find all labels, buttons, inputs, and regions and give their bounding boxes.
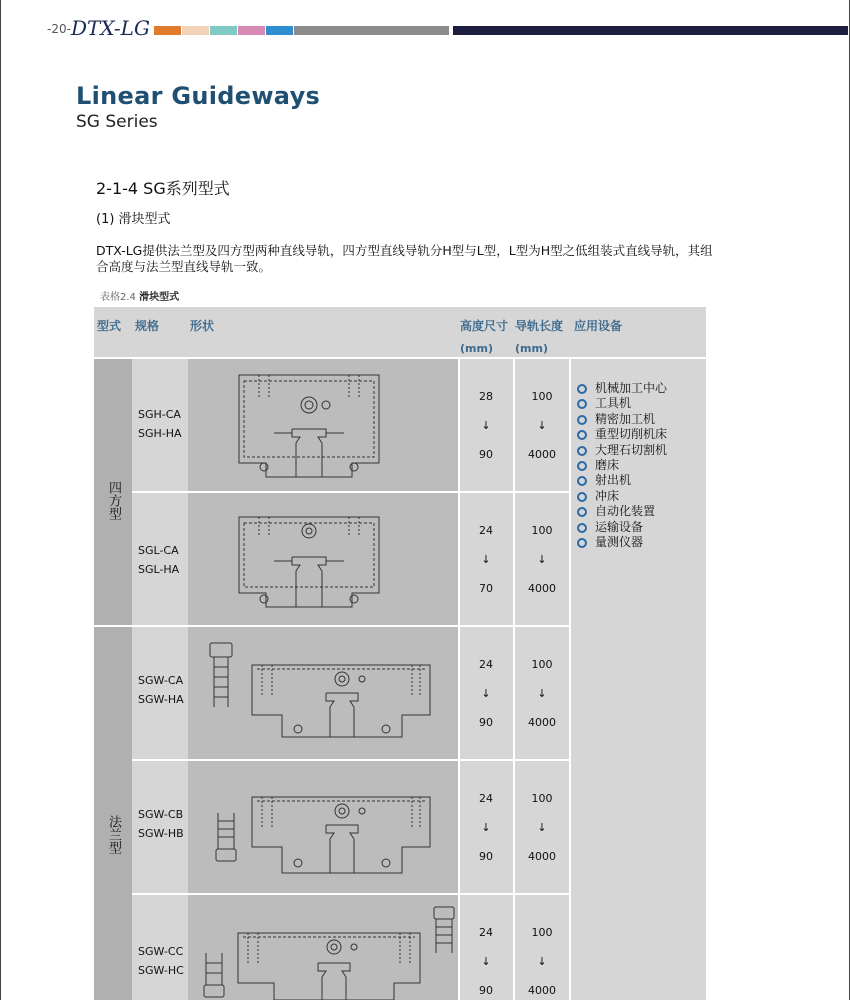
brand-logo: DTX-LG [71, 16, 150, 40]
model-name: SGW-HC [138, 964, 184, 977]
bullet-circle-icon [577, 399, 587, 409]
page-subtitle: SG Series [76, 112, 158, 132]
model-name: SGH-CA [138, 408, 181, 421]
header-length: 导轨长度 [515, 319, 564, 333]
model-name: SGL-CA [138, 544, 179, 557]
application-list [577, 381, 667, 550]
length-arrow: ↓ [537, 419, 547, 432]
length-max: 4000 [528, 582, 556, 595]
height-arrow: ↓ [481, 687, 491, 700]
application-item: 机械加工中心 [577, 381, 667, 396]
table-divider-row4 [132, 893, 569, 895]
model-name: SGW-HB [138, 827, 184, 840]
height-max: 90 [479, 850, 493, 863]
model-name: SGW-CC [138, 945, 184, 958]
length-min: 100 [531, 926, 553, 939]
application-item: 冲床 [577, 489, 667, 504]
model-name: SGH-HA [138, 427, 182, 440]
column-divider-application [569, 359, 571, 1000]
table-caption-title: 滑块型式 [139, 292, 180, 303]
page-border-left [0, 0, 1, 1000]
bullet-circle-icon [577, 492, 587, 502]
header-height-unit: (mm) [460, 342, 493, 355]
bullet-circle-icon [577, 446, 587, 456]
length-min: 100 [531, 658, 553, 671]
height-min: 24 [479, 926, 493, 939]
sgw-ca-block-drawing [202, 637, 442, 752]
height-max: 90 [479, 448, 493, 461]
color-bar-navy [453, 26, 848, 35]
model-name: SGW-CB [138, 808, 184, 821]
length-min: 100 [531, 524, 553, 537]
sgl-block-drawing [234, 507, 384, 617]
length-max: 4000 [528, 984, 556, 997]
header-length-unit: (mm) [515, 342, 548, 355]
length-arrow: ↓ [537, 821, 547, 834]
application-item: 重型切削机床 [577, 427, 667, 442]
application-item: 运输设备 [577, 520, 667, 535]
bullet-circle-icon [577, 538, 587, 548]
length-min: 100 [531, 390, 553, 403]
color-bar-blue [266, 26, 293, 35]
table-divider-header [94, 357, 706, 359]
bullet-circle-icon [577, 476, 587, 486]
application-item: 精密加工机 [577, 412, 667, 427]
length-arrow: ↓ [537, 955, 547, 968]
sgw-cb-block-drawing [202, 773, 442, 888]
color-bar-teal [210, 26, 237, 35]
length-arrow: ↓ [537, 553, 547, 566]
height-max: 90 [479, 984, 493, 997]
bullet-circle-icon [577, 523, 587, 533]
table-divider-row3 [132, 759, 569, 761]
header-spec: 规格 [135, 319, 160, 333]
color-bar-pink [238, 26, 265, 35]
length-min: 100 [531, 792, 553, 805]
application-item: 射出机 [577, 473, 667, 488]
length-max: 4000 [528, 716, 556, 729]
page-number: -20- [47, 22, 71, 36]
bullet-circle-icon [577, 461, 587, 471]
type-label-square: 四方型 [106, 480, 121, 520]
sgh-block-drawing [234, 367, 384, 487]
section-heading: 2-1-4 SG系列型式 [96, 179, 230, 198]
height-arrow: ↓ [481, 955, 491, 968]
type-column-bg [94, 359, 132, 1000]
model-name: SGW-CA [138, 674, 184, 687]
model-name: SGW-HA [138, 693, 184, 706]
height-arrow: ↓ [481, 553, 491, 566]
bullet-circle-icon [577, 430, 587, 440]
header-application: 应用设备 [574, 319, 623, 333]
application-item: 工具机 [577, 396, 667, 411]
height-arrow: ↓ [481, 419, 491, 432]
height-arrow: ↓ [481, 821, 491, 834]
model-name: SGL-HA [138, 563, 180, 576]
length-arrow: ↓ [537, 687, 547, 700]
table-divider-group [94, 625, 569, 627]
color-bar-orange [154, 26, 181, 35]
slider-type-table [94, 307, 706, 1000]
application-item: 自动化装置 [577, 504, 667, 519]
color-bar-peach [182, 26, 209, 35]
header-height: 高度尺寸 [460, 319, 509, 333]
table-divider-row1 [132, 491, 569, 493]
table-caption [100, 288, 179, 303]
height-min: 28 [479, 390, 493, 403]
height-max: 90 [479, 716, 493, 729]
sub-section-heading: (1) 滑块型式 [96, 212, 171, 227]
length-max: 4000 [528, 448, 556, 461]
sgw-cc-block-drawing [198, 903, 458, 1000]
application-item: 磨床 [577, 458, 667, 473]
header-type: 型式 [97, 319, 122, 333]
table-caption-prefix: 表格2.4 [100, 292, 136, 303]
height-min: 24 [479, 792, 493, 805]
page-title: Linear Guideways [76, 82, 321, 110]
height-min: 24 [479, 658, 493, 671]
bullet-circle-icon [577, 384, 587, 394]
application-item: 量测仪器 [577, 535, 667, 550]
section-description: DTX-LG提供法兰型及四方型两种直线导轨，四方型直线导轨分H型与L型，L型为H型之低组装式直线导轨，其组合高度与法兰型直线导轨一致。 [96, 243, 713, 274]
color-bar-gray [294, 26, 449, 35]
height-min: 24 [479, 524, 493, 537]
length-max: 4000 [528, 850, 556, 863]
bullet-circle-icon [577, 415, 587, 425]
application-item: 大理石切割机 [577, 443, 667, 458]
type-label-flange: 法兰型 [106, 814, 121, 854]
header-shape: 形状 [190, 319, 215, 333]
bullet-circle-icon [577, 507, 587, 517]
height-max: 70 [479, 582, 493, 595]
